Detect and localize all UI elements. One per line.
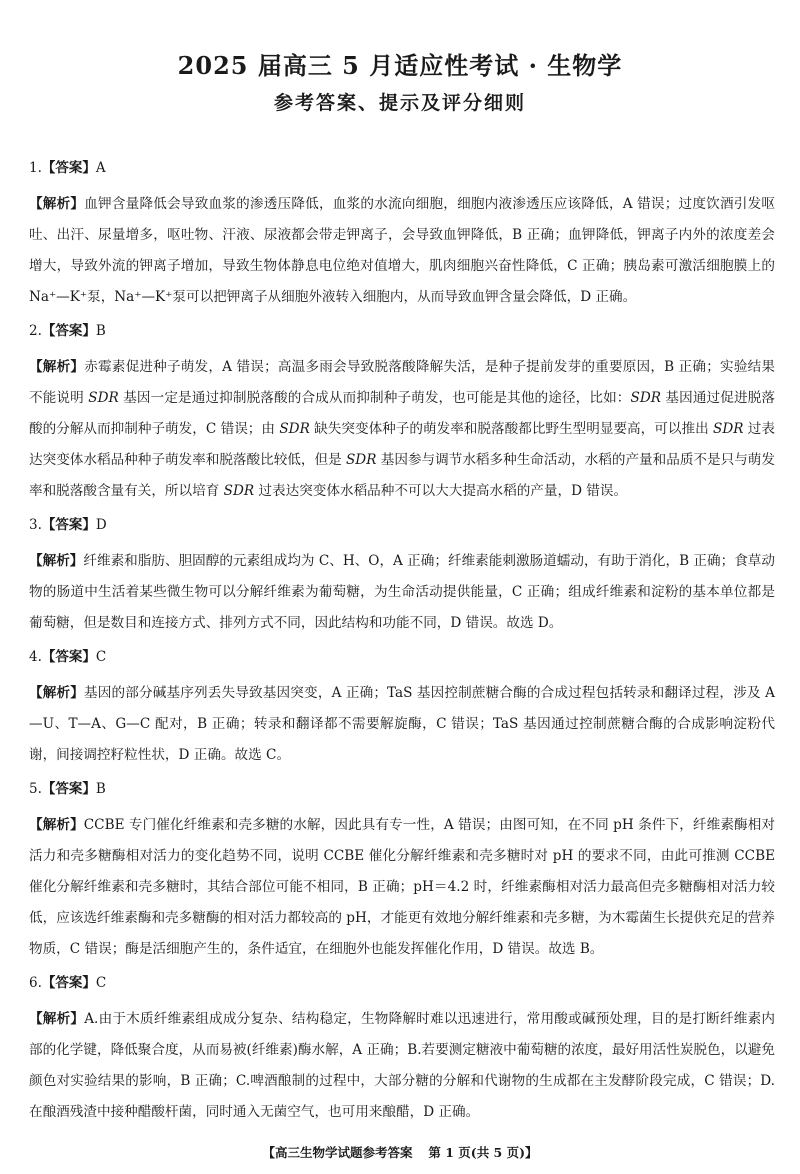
footer-doc-title: 【高三生物学试题参考答案	[262, 1145, 413, 1160]
analysis-label: 【解析】	[29, 196, 85, 212]
page-title: 2025 届高三 5 月适应性考试 · 生物学	[177, 51, 623, 80]
question-number: 4.	[29, 649, 42, 665]
answer-value: B	[95, 323, 106, 339]
answer-value: C	[95, 649, 107, 665]
analysis-paragraph	[29, 1004, 775, 1128]
answer-label: 【答案】	[41, 160, 96, 176]
answer-label: 【答案】	[41, 323, 96, 339]
analysis-paragraph	[29, 678, 775, 771]
answer-value: B	[95, 781, 106, 797]
analysis-paragraph	[29, 546, 775, 639]
analysis-label: 【解析】	[29, 553, 84, 569]
page-footer	[0, 1143, 800, 1161]
page-subtitle: 参考答案、提示及评分细则	[273, 92, 526, 114]
answer-list	[29, 158, 775, 1136]
analysis-paragraph	[29, 352, 775, 507]
question-number: 3.	[29, 517, 42, 533]
question-number: 6.	[29, 975, 42, 991]
analysis-label: 【解析】	[29, 685, 85, 701]
footer-page-number: 第 1 页(共 5 页)】	[428, 1145, 538, 1160]
answer-label: 【答案】	[41, 517, 96, 533]
answer-label: 【答案】	[41, 649, 96, 665]
answer-label: 【答案】	[41, 781, 96, 797]
analysis-label: 【解析】	[29, 1011, 85, 1027]
answer-line	[29, 515, 775, 535]
question-number: 1.	[29, 160, 42, 176]
question-number: 5.	[29, 781, 42, 797]
analysis-text: 赤霉素促进种子萌发，A 错误；高温多雨会导致脱落酸降解失活，是种子提前发芽的重要原因，B 正确；实验结果不能说明 SDR 基因一定是通过抑制脱落酸的合成从而抑制种子萌发，也可能是其他的途径，比如：SDR 基因通过促进脱落酸的分解从而抑制种子萌发，C 错误；由 SDR 缺失突变体种子的萌发率和脱落酸都比野生型明显要高，可以推出 SDR 过表达突变体水稻品种种子萌发率和脱落酸比较低，但是 SDR 基因参与调节水稻多种生命活动，水稻的产量和品质不是只与萌发率和脱落酸含量有关，所以培育 SDR 过表达突变体水稻品种不可以大大提高水稻的产量，D 错误。	[29, 359, 775, 499]
analysis-label: 【解析】	[29, 817, 84, 833]
answer-line	[29, 647, 775, 667]
analysis-text: 纤维素和脂肪、胆固醇的元素组成均为 C、H、O，A 正确；纤维素能刺激肠道蠕动，有助于消化，B 正确；食草动物的肠道中生活着某些微生物可以分解纤维素为葡萄糖，为生命活动提供能量，C 正确；组成纤维素和淀粉的基本单位都是葡萄糖，但是数目和连接方式、排列方式不同，因此结构和功能不同，D 错误。故选 D。	[29, 553, 775, 631]
analysis-text: 基因的部分碱基序列丢失导致基因突变，A 正确；TaS 基因控制蔗糖合酶的合成过程包括转录和翻译过程，涉及 A—U、T—A、G—C 配对，B 正确；转录和翻译都不需要解旋酶，C 错误；TaS 基因通过控制蔗糖合酶的合成影响淀粉代谢，间接调控籽粒性状，D 正确。故选 C。	[29, 685, 775, 763]
answer-value: D	[95, 517, 107, 533]
analysis-text: 血钾含量降低会导致血浆的渗透压降低，血浆的水流向细胞，细胞内液渗透压应该降低，A 错误；过度饮酒引发呕吐、出汗、尿量增多，呕吐物、汗液、尿液都会带走钾离子，会导致血钾降低，B 正确；血钾降低，钾离子内外的浓度差会增大，导致外流的钾离子增加，导致生物体静息电位绝对值增大，肌肉细胞兴奋性降低，C 正确；胰岛素可激活细胞膜上的 Na⁺—K⁺泵，Na⁺—K⁺泵可以把钾离子从细胞外液转入细胞内，从而导致血钾含量会降低，D 正确。	[29, 196, 775, 305]
answer-line	[29, 321, 775, 341]
answer-line	[29, 779, 775, 799]
analysis-text: CCBE 专门催化纤维素和壳多糖的水解，因此具有专一性，A 错误；由图可知，在不同 pH 条件下，纤维素酶相对活力和壳多糖酶相对活力的变化趋势不同，说明 CCBE 催化分解纤维素和壳多糖时对 pH 的要求不同，由此可推测 CCBE 催化分解纤维素和壳多糖时，其结合部位可能不相同，B 正确；pH＝4.2 时，纤维素酶相对活力最高但壳多糖酶相对活力较低，应该选纤维素酶和壳多糖酶的相对活力都较高的 pH，才能更有效地分解纤维素和壳多糖，为木霉菌生长提供充足的营养物质，C 错误；酶是活细胞产生的，条件适宜，在细胞外也能发挥催化作用，D 错误。故选 B。	[29, 817, 775, 957]
answer-line	[29, 973, 775, 993]
answer-value: C	[95, 975, 107, 991]
analysis-label: 【解析】	[29, 359, 85, 375]
answer-label: 【答案】	[41, 975, 96, 991]
question-number: 2.	[29, 323, 42, 339]
answer-line	[29, 158, 775, 178]
analysis-paragraph	[29, 189, 775, 313]
answer-value: A	[95, 160, 106, 176]
analysis-paragraph	[29, 810, 775, 965]
analysis-text: A.由于木质纤维素组成成分复杂、结构稳定，生物降解时难以迅速进行，常用酸或碱预处理，目的是打断纤维素内部的化学键，降低聚合度，从而易被(纤维素)酶水解，A 正确；B.若要测定糖液中葡萄糖的浓度，最好用活性炭脱色，以避免颜色对实验结果的影响，B 正确；C.啤酒酿制的过程中，大部分糖的分解和代谢物的生成都在主发酵阶段完成，C 错误；D.在酿酒残渣中接种醋酸杆菌，同时通入无菌空气，也可用来酿醋，D 正确。	[29, 1011, 775, 1120]
